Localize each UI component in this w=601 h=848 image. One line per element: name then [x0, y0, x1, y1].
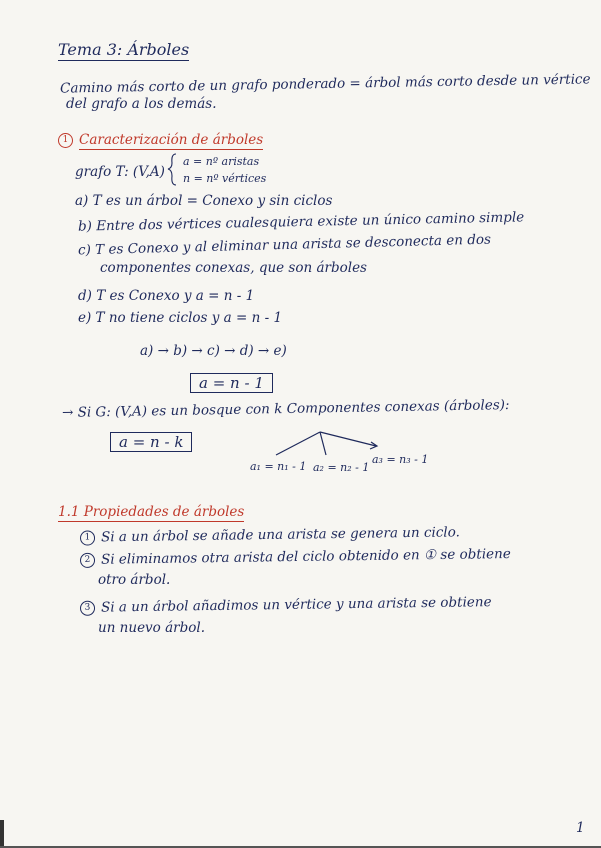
property-1: 1 Si a un árbol se añade una arista se genera un ciclo.	[80, 524, 460, 545]
forest-statement: → Si G: (V,A) es un bosque con k Componentes conexas (árboles):	[61, 397, 510, 421]
intro-line-1: Camino más corto de un grafo ponderado = árbol más corto desde un vértice	[59, 71, 591, 97]
tree-label-3: a₃ = n₃ - 1	[372, 453, 429, 466]
item-b: b) Entre dos vértices cualesquiera existe un único camino simple	[77, 209, 525, 235]
item-a: a) T es un árbol = Conexo y sin ciclos	[75, 193, 333, 209]
property-number-1: 1	[80, 530, 95, 545]
item-e: e) T no tiene ciclos y a = n - 1	[78, 310, 283, 326]
tree-label-2: a₂ = n₂ - 1	[313, 461, 370, 474]
property-2: 2 Si eliminamos otra arista del ciclo obtenido en ① se obtiene	[80, 546, 511, 568]
tree-label-1: a₁ = n₁ - 1	[250, 460, 307, 473]
property-number-2: 2	[80, 553, 95, 568]
item-d: d) T es Conexo y a = n - 1	[78, 288, 255, 304]
property-3: 3 Si a un árbol añadimos un vértice y una arista se obtiene	[80, 594, 492, 616]
arrow-right	[320, 432, 376, 446]
brace-n: n = nº vértices	[183, 172, 267, 185]
page-title: Tema 3: Árboles	[58, 40, 190, 59]
property-3-cont: un nuevo árbol.	[98, 620, 205, 636]
property-2-cont: otro árbol.	[98, 572, 171, 588]
property-number-3: 3	[80, 601, 95, 616]
formula-forest: a = n - k	[110, 432, 192, 452]
section-number: 1	[58, 133, 73, 148]
intro-line-2: del grafo a los demás.	[66, 96, 217, 112]
brace-a: a = nº aristas	[183, 155, 260, 168]
arrow-middle	[320, 432, 326, 455]
graph-definition: grafo T: (V,A)	[75, 164, 165, 180]
page-edge-shadow	[0, 820, 4, 848]
item-c: c) T es Conexo y al eliminar una arista se desconecta en dos	[77, 231, 492, 259]
section-title: Caracterización de árboles	[79, 132, 264, 148]
arrow-left	[276, 432, 320, 455]
properties-title: 1.1 Propiedades de árboles	[58, 504, 245, 520]
definition-brace	[168, 154, 176, 185]
implication-chain: a) → b) → c) → d) → e)	[140, 343, 287, 359]
formula-tree: a = n - 1	[190, 373, 273, 393]
page-number: 1	[576, 820, 585, 836]
item-c-cont: componentes conexas, que son árboles	[100, 260, 367, 276]
